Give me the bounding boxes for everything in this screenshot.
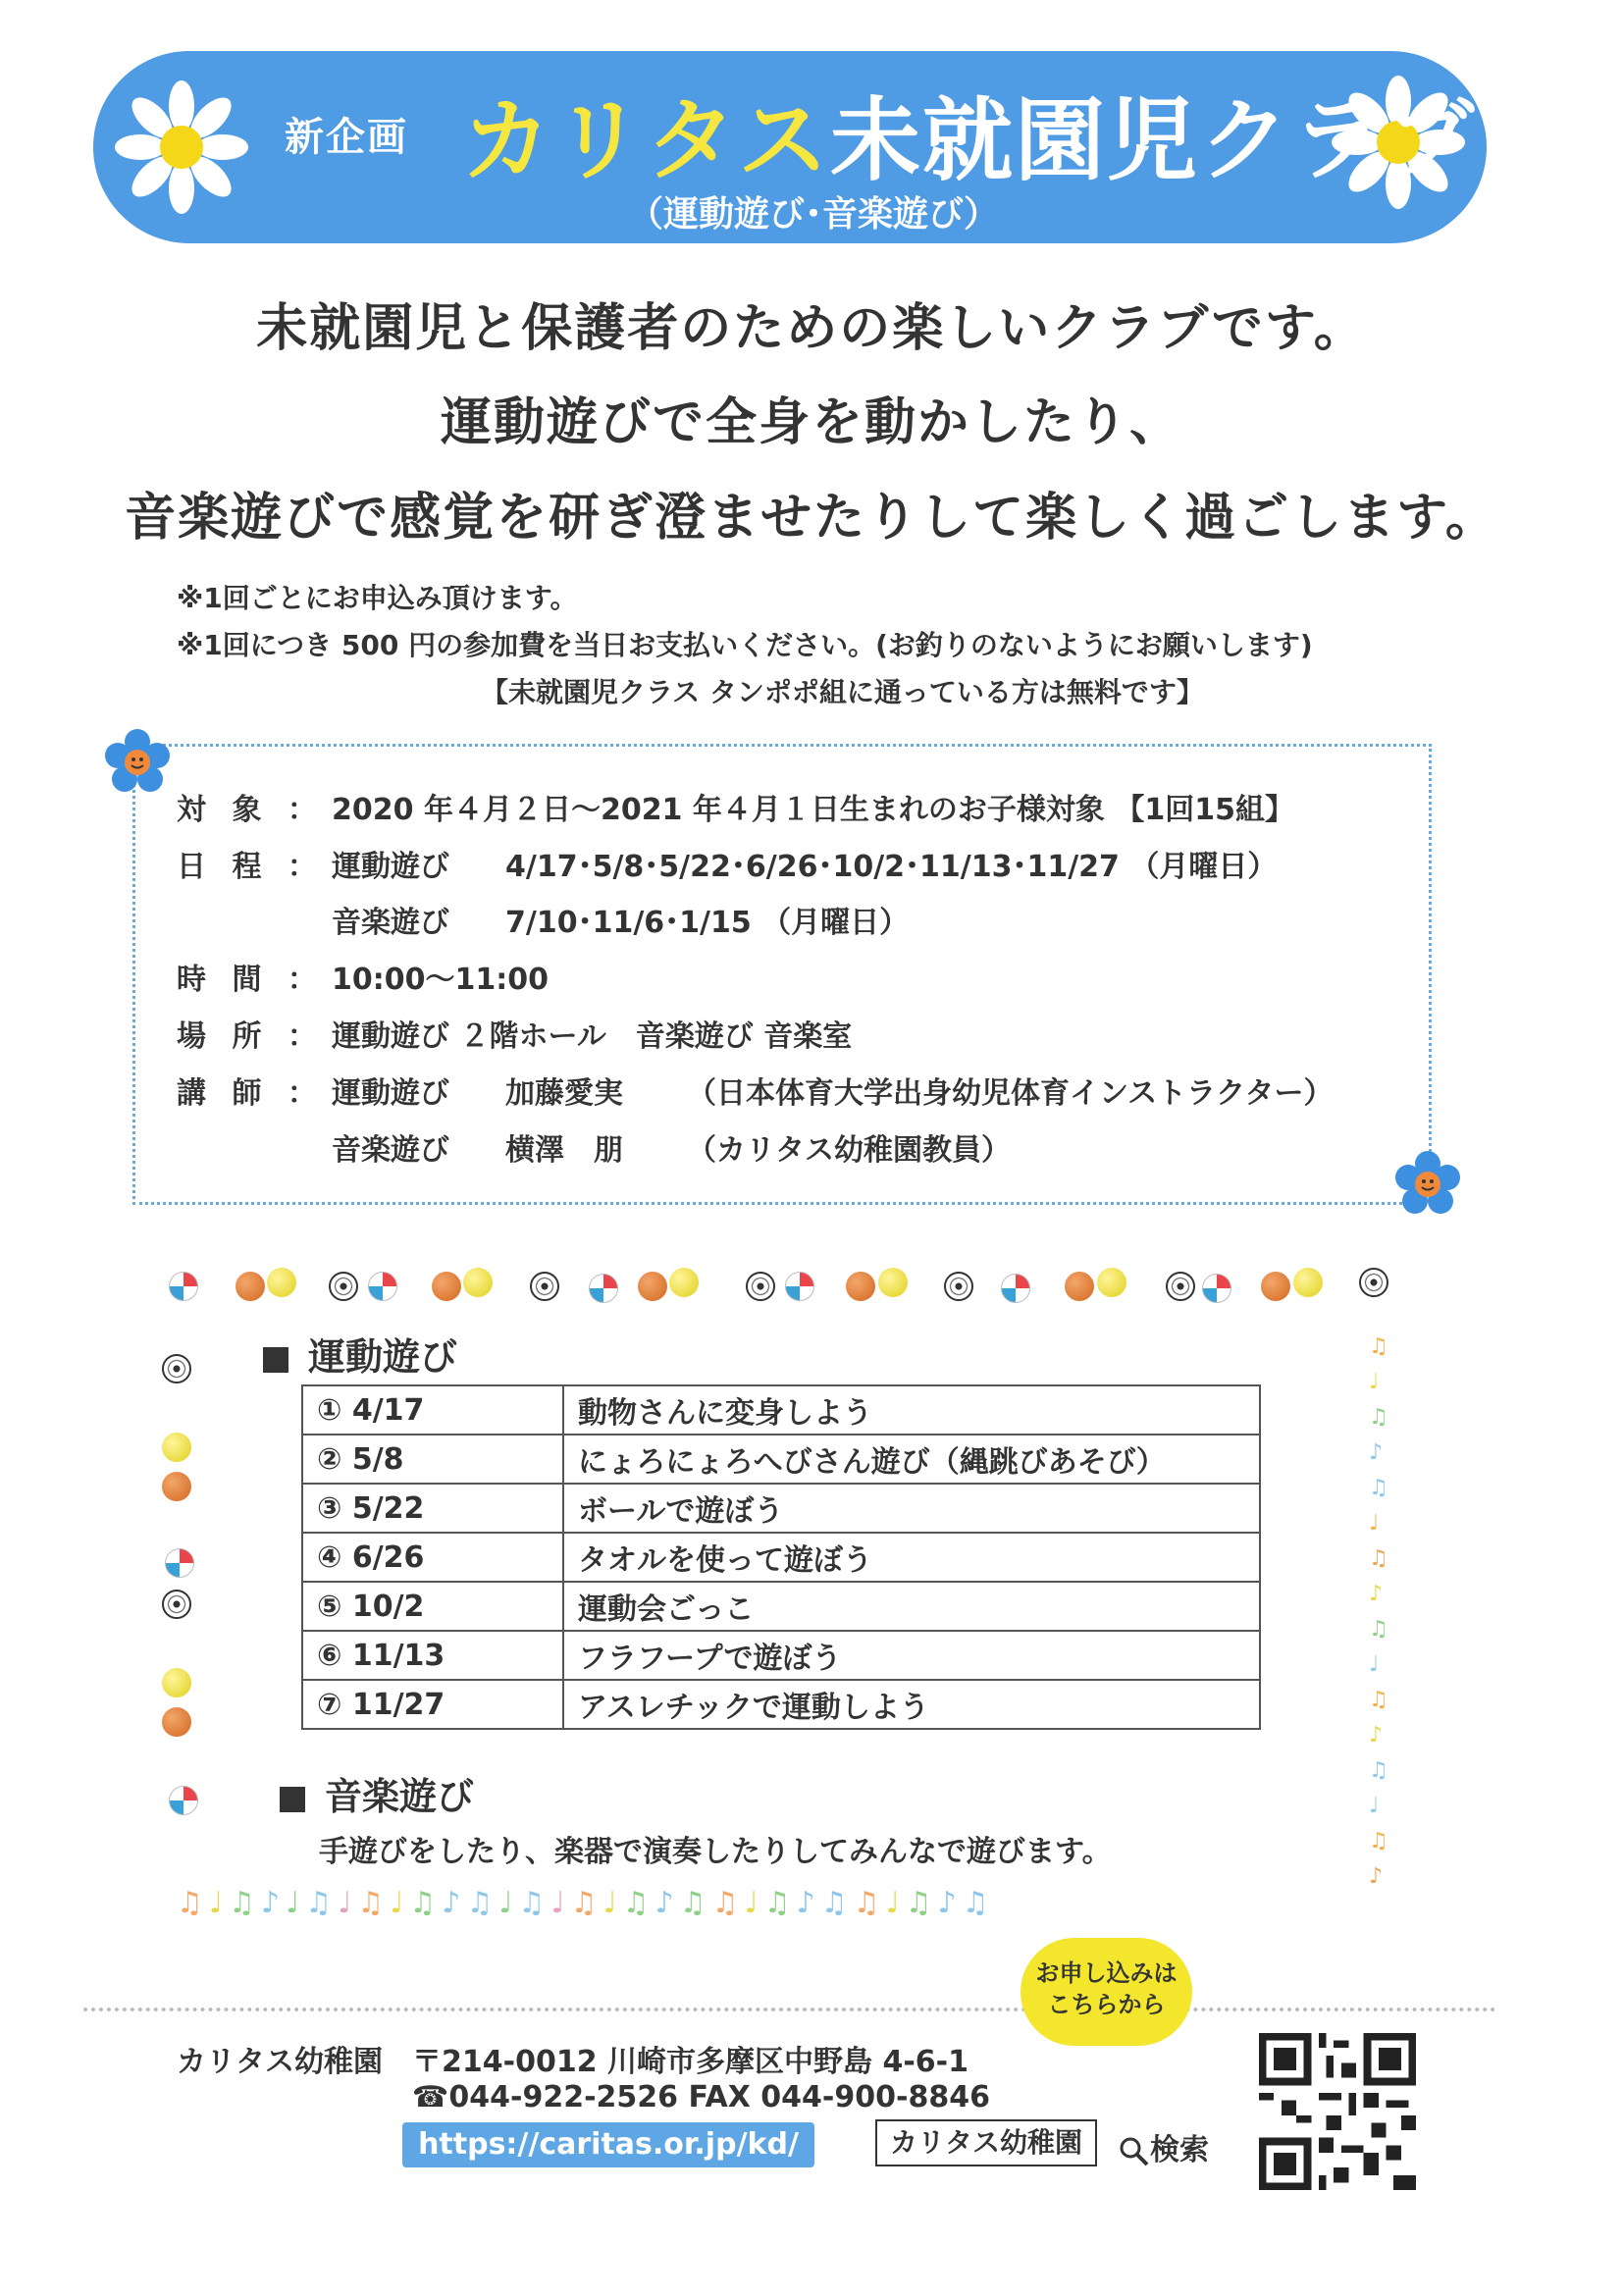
teacher-music-role: （カリタス幼稚園教員）	[687, 1133, 1011, 1168]
intro-line-1: 未就園児と保護者のための楽しいクラブです。	[256, 299, 1367, 358]
website-url-link[interactable]: https://caritas.or.jp/kd/	[402, 2122, 814, 2167]
table-row	[302, 1680, 1260, 1729]
schedule-activity: にょろにょろへびさん遊び（縄跳びあそび）	[563, 1435, 1260, 1484]
schedule-exercise-dates: 4/17･5/8･5/22･6/26･10/2･11/13･11/27 （月曜日）	[505, 850, 1278, 884]
table-row	[302, 1385, 1260, 1435]
footer-divider	[83, 2008, 1496, 2011]
schedule-activity: タオルを使って遊ぼう	[563, 1533, 1260, 1582]
search-label-text: 検索	[1150, 2133, 1209, 2167]
table-row	[302, 1631, 1260, 1680]
schedule-activity: ボールで遊ぼう	[563, 1484, 1260, 1533]
square-bullet-icon	[263, 1347, 288, 1373]
page-subtitle: （運動遊び･音楽遊び）	[628, 194, 1000, 235]
daisy-icon-left	[113, 78, 250, 216]
schedule-activity: フラフープで遊ぼう	[563, 1631, 1260, 1680]
music-heading	[280, 1766, 474, 1820]
bubble-line-1: お申し込みは	[1035, 1959, 1178, 1987]
page-title	[461, 69, 1476, 198]
schedule-date: ① 4/17	[302, 1385, 563, 1435]
teacher-label: 講 師 ：	[177, 1076, 325, 1111]
title-rest: 未就園児クラブ	[830, 88, 1477, 193]
exercise-heading-text: 運動遊び	[308, 1335, 458, 1379]
schedule-label: 日 程 ：	[177, 850, 325, 884]
target-value: 2020 年４月２日～2021 年４月１日生まれのお子様対象 【1回15組】	[332, 793, 1294, 827]
place-value: 運動遊び ２階ホール 音楽遊び 音楽室	[332, 1019, 853, 1054]
footer-postal-address: 〒214-0012 川崎市多摩区中野島 4-6-1	[412, 2045, 969, 2079]
schedule-date: ② 5/8	[302, 1435, 563, 1484]
note-3: 【未就園児クラス タンポポ組に通っている方は無料です】	[481, 676, 1204, 708]
schedule-exercise-name: 運動遊び	[332, 850, 449, 884]
schedule-date: ④ 6/26	[302, 1533, 563, 1582]
schedule-activity: アスレチックで運動しよう	[563, 1680, 1260, 1729]
search-label[interactable]	[1119, 2125, 1209, 2168]
search-icon	[1119, 2136, 1150, 2167]
table-row	[302, 1582, 1260, 1631]
schedule-music-name: 音楽遊び	[332, 906, 449, 940]
music-heading-text: 音楽遊び	[325, 1775, 475, 1818]
qr-code[interactable]	[1259, 2033, 1416, 2190]
intro-line-2: 運動遊びで全身を動かしたり、	[440, 393, 1182, 452]
footer-org: カリタス幼稚園	[177, 2045, 383, 2079]
music-note-border-right: ♫ ♩ ♫ ♪ ♫ ♩ ♫ ♪ ♫ ♩ ♫ ♪ ♫ ♩ ♫ ♪	[1369, 1334, 1388, 1889]
time-label: 時 間 ：	[177, 963, 325, 997]
schedule-date: ⑦ 11/27	[302, 1680, 563, 1729]
title-highlight: カリタス	[461, 88, 831, 193]
music-description: 手遊びをしたり、楽器で演奏したりしてみんなで遊びます。	[319, 1835, 1112, 1869]
teacher-exercise-role: （日本体育大学出身幼児体育インストラクター）	[687, 1076, 1334, 1111]
schedule-date: ⑥ 11/13	[302, 1631, 563, 1680]
bubble-line-2: こちらから	[1047, 1991, 1166, 2018]
exercise-schedule-table	[301, 1384, 1261, 1730]
teacher-exercise-name: 運動遊び	[332, 1076, 449, 1111]
schedule-date: ③ 5/22	[302, 1484, 563, 1533]
time-value: 10:00～11:00	[332, 963, 549, 997]
schedule-activity: 運動会ごっこ	[563, 1582, 1260, 1631]
target-label: 対 象 ：	[177, 793, 325, 827]
music-note-border-bottom: ♫♩♫♪♩♫♩♫♩♫♪♫♩♫♩♫♩♫♪♫♫♩♫♪♫♫♩♫♪♫	[177, 1886, 995, 1920]
table-row	[302, 1484, 1260, 1533]
search-term-box[interactable]: カリタス幼稚園	[875, 2119, 1097, 2166]
smiling-flower-icon	[1393, 1150, 1462, 1219]
table-row	[302, 1435, 1260, 1484]
smiling-flower-icon	[103, 728, 172, 797]
intro-line-3: 音楽遊びで感覚を研ぎ澄ませたりして楽しく過ごします。	[125, 489, 1498, 548]
teacher-music-name: 音楽遊び	[332, 1133, 449, 1168]
teacher-exercise-person: 加藤愛実	[505, 1076, 623, 1111]
note-1: ※1回ごとにお申込み頂けます。	[177, 582, 578, 614]
table-row	[302, 1533, 1260, 1582]
place-label: 場 所 ：	[177, 1019, 325, 1054]
schedule-activity: 動物さんに変身しよう	[563, 1385, 1260, 1435]
footer-phone-fax: ☎044-922-2526 FAX 044-900-8846	[412, 2080, 990, 2114]
exercise-heading	[263, 1327, 457, 1381]
schedule-music-dates: 7/10･11/6･1/15 （月曜日）	[505, 906, 910, 940]
square-bullet-icon	[280, 1787, 305, 1812]
teacher-music-person: 横澤 朋	[505, 1133, 623, 1168]
note-2: ※1回につき 500 円の参加費を当日お支払いください。(お釣りのないようにお願いします)	[177, 629, 1313, 661]
header-kicker: 新企画	[285, 115, 408, 160]
apply-speech-bubble	[1021, 1938, 1192, 2046]
schedule-date: ⑤ 10/2	[302, 1582, 563, 1631]
